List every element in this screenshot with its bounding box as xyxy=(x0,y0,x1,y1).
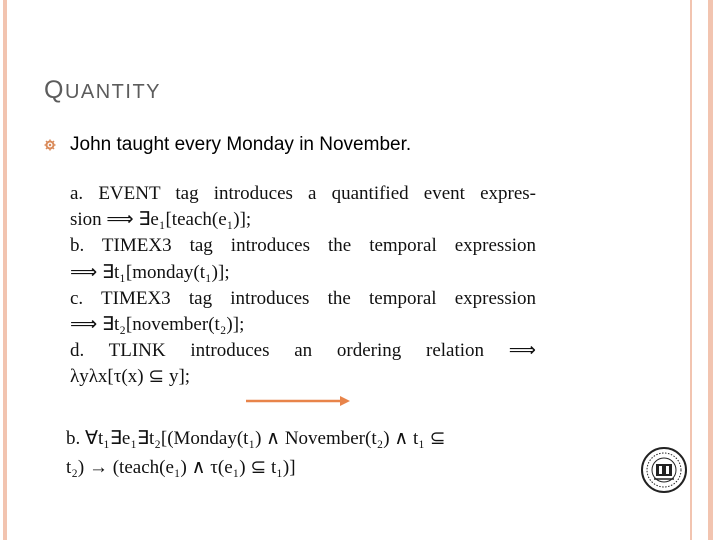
bullet-item xyxy=(44,134,411,156)
logical-formula xyxy=(66,424,540,482)
formula-line-1: b. ∀t₁∃e₁∃t₂[(Monday(t₁) ∧ November(t₂) ∧ t₁ ⊆ xyxy=(66,428,446,449)
arrow-right-icon xyxy=(244,394,352,408)
excerpt-line-b1: b. TIMEX3 tag introduces the temporal expression xyxy=(70,235,536,257)
slide-title-initial: Q xyxy=(44,76,65,104)
excerpt-line-b2: ⟹ ∃t₁[monday(t₁)]; xyxy=(70,261,230,283)
bullet-text: John taught every Monday in November. xyxy=(70,134,412,155)
excerpt-line-d2: λyλx[τ(x) ⊆ y]; xyxy=(70,366,191,388)
excerpt-line-a2: sion ⟹ ∃e₁[teach(e₁)]; xyxy=(70,209,252,231)
gear-icon xyxy=(44,139,56,151)
excerpt-line-c2: ⟹ ∃t₂[november(t₂)]; xyxy=(70,314,245,336)
paper-excerpt xyxy=(70,181,536,391)
excerpt-line-a1: a. EVENT tag introduces a quantified event expres- xyxy=(70,183,536,204)
slide-title-rest: UANTITY xyxy=(64,81,162,103)
excerpt-line-c1: c. TIMEX3 tag introduces the temporal expression xyxy=(70,287,536,309)
excerpt-line-d1: d. TLINK introduces an ordering relation ⟹ xyxy=(70,340,536,362)
slide-title xyxy=(44,76,161,105)
university-seal-icon xyxy=(640,446,688,494)
slide-border-line xyxy=(708,0,713,540)
slide-border-line xyxy=(3,0,7,540)
formula-line-2: t₂) → (teach(e₁) ∧ τ(e₁) ⊆ t₁)] xyxy=(66,457,296,478)
slide-border-line xyxy=(690,0,692,540)
